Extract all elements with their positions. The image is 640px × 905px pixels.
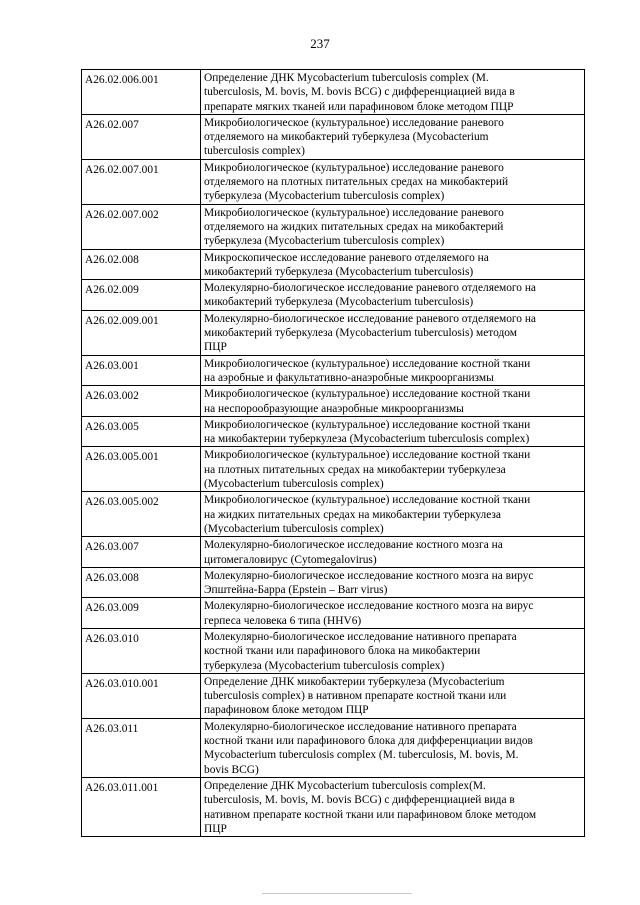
table-row [82, 777, 585, 836]
service-code-cell: A26.03.002 [82, 386, 201, 417]
scan-artifact-line [262, 893, 412, 894]
description-line: микобактерий туберкулеза (Mycobacterium tuberculosis) методом [204, 327, 517, 340]
service-description-cell [201, 70, 585, 115]
service-code-cell: A26.03.007 [82, 537, 201, 568]
description-line: Микроскопическое исследование раневого отделяемого на [204, 251, 489, 264]
description-line: Микробиологическое (культуральное) исследование костной ткани [204, 418, 531, 431]
table-row [82, 567, 585, 598]
service-description-cell [201, 537, 585, 568]
description-line: Молекулярно-биологическое исследование костного мозга на [204, 539, 503, 552]
service-code-cell: A26.03.009 [82, 598, 201, 629]
service-description-cell [201, 416, 585, 447]
service-code-cell: A26.02.009.001 [82, 310, 201, 355]
description-line: Эпштейна-Барра (Epstein – Barr virus) [204, 584, 388, 597]
service-description-cell [201, 673, 585, 718]
table-row [82, 447, 585, 492]
description-line: tuberculosis, M. bovis, M. bovis BCG) с дифференциацией вида в [204, 86, 515, 99]
service-code-cell: A26.02.007.002 [82, 204, 201, 249]
table-row [82, 416, 585, 447]
service-code-cell: A26.03.005.001 [82, 447, 201, 492]
table-row [82, 114, 585, 159]
service-code-cell: A26.02.007 [82, 114, 201, 159]
service-description-cell [201, 447, 585, 492]
description-line: парафиновом блоке методом ПЦР [204, 704, 369, 717]
description-line: Микробиологическое (культуральное) исследование раневого [204, 116, 504, 129]
service-description-cell [201, 718, 585, 777]
description-line: отделяемого на микобактерий туберкулеза (Mycobacterium [204, 131, 489, 144]
description-line: нативном препарате костной ткани или парафиновом блоке методом [204, 808, 537, 821]
table-row [82, 280, 585, 311]
service-description-cell [201, 249, 585, 280]
description-line: tuberculosis, M. bovis, M. bovis BCG) с дифференциацией вида в [204, 794, 515, 807]
description-line: Mycobacterium tuberculosis complex (M. tuberculosis, M. bovis, M. [204, 749, 519, 762]
description-line: Микробиологическое (культуральное) исследование костной ткани [204, 388, 531, 401]
description-line: туберкулеза (Mycobacterium tuberculosis complex) [204, 190, 445, 203]
description-line: отделяемого на жидких питательных средах на микобактерий [204, 220, 504, 233]
description-line: tuberculosis complex) в нативном препарате костной ткани или [204, 690, 507, 703]
description-line: герпеса человека 6 типа (HHV6) [204, 614, 362, 627]
table-row [82, 70, 585, 115]
table-row [82, 537, 585, 568]
table-row [82, 204, 585, 249]
service-description-cell [201, 492, 585, 537]
description-line: bovis BCG) [204, 763, 259, 776]
description-line: на плотных питательных средах на микобактерии туберкулеза [204, 463, 506, 476]
description-line: Молекулярно-биологическое исследование нативного препарата [204, 630, 517, 643]
description-line: Молекулярно-биологическое исследование костного мозга на вирус [204, 600, 534, 613]
page-number: 237 [310, 36, 330, 51]
table-row [82, 310, 585, 355]
description-line: микобактерий туберкулеза (Mycobacterium tuberculosis) [204, 265, 474, 278]
service-code-cell: A26.03.010.001 [82, 673, 201, 718]
description-line: Молекулярно-биологическое исследование костного мозга на вирус [204, 569, 534, 582]
description-line: Микробиологическое (культуральное) исследование костной ткани [204, 494, 531, 507]
description-line: Молекулярно-биологическое исследование раневого отделяемого на [204, 282, 536, 295]
description-line: Определение ДНК микобактерии туберкулеза (Mycobacterium [204, 675, 505, 688]
description-line: микобактерий туберкулеза (Mycobacterium tuberculosis) [204, 296, 474, 309]
description-line: (Mycobacterium tuberculosis complex) [204, 522, 384, 535]
table-row [82, 628, 585, 673]
service-description-cell [201, 777, 585, 836]
service-code-cell: A26.03.005.002 [82, 492, 201, 537]
service-description-cell [201, 386, 585, 417]
description-line: Микробиологическое (культуральное) исследование костной ткани [204, 449, 531, 462]
table-row [82, 492, 585, 537]
service-code-cell: A26.03.005 [82, 416, 201, 447]
description-line: на жидких питательных средах на микобактерии туберкулеза [204, 508, 501, 521]
table-row [82, 159, 585, 204]
service-code-cell: A26.03.001 [82, 355, 201, 386]
service-description-cell [201, 628, 585, 673]
service-code-cell: A26.03.010 [82, 628, 201, 673]
description-line: Определение ДНК Mycobacterium tuberculosis complex(M. [204, 779, 486, 792]
table-row [82, 386, 585, 417]
table-row [82, 249, 585, 280]
description-line: ПЦР [204, 341, 227, 354]
description-line: Молекулярно-биологическое исследование нативного препарата [204, 720, 517, 733]
service-description-cell [201, 310, 585, 355]
table-row [82, 598, 585, 629]
table-row [82, 355, 585, 386]
description-line: (Mycobacterium tuberculosis complex) [204, 478, 384, 491]
description-line: ПЦР [204, 822, 227, 835]
table-row [82, 718, 585, 777]
service-description-cell [201, 598, 585, 629]
description-line: отделяемого на плотных питательных средах на микобактерий [204, 176, 509, 189]
service-code-cell: A26.02.009 [82, 280, 201, 311]
table-body [82, 70, 585, 837]
description-line: Микробиологическое (культуральное) исследование костной ткани [204, 357, 531, 370]
description-line: tuberculosis complex) [204, 145, 305, 158]
service-description-cell [201, 159, 585, 204]
description-line: на неспорообразующие анаэробные микроорганизмы [204, 402, 464, 415]
service-description-cell [201, 204, 585, 249]
description-line: туберкулеза (Mycobacterium tuberculosis complex) [204, 235, 445, 248]
service-description-cell [201, 280, 585, 311]
service-code-cell: A26.02.008 [82, 249, 201, 280]
service-code-cell: A26.03.008 [82, 567, 201, 598]
service-code-cell: A26.02.007.001 [82, 159, 201, 204]
description-line: на микобактерии туберкулеза (Mycobacterium tuberculosis complex) [204, 433, 530, 446]
description-line: препарате мягких тканей или парафиновом блоке методом ПЦР [204, 100, 514, 113]
description-line: туберкулеза (Mycobacterium tuberculosis complex) [204, 659, 445, 672]
service-description-cell [201, 355, 585, 386]
description-line: на аэробные и факультативно-анаэробные микроорганизмы [204, 371, 494, 384]
description-line: Определение ДНК Mycobacterium tuberculosis complex (M. [204, 72, 489, 84]
description-line: Молекулярно-биологическое исследование раневого отделяемого на [204, 312, 536, 325]
description-line: костной ткани или парафинового блока для дифференциации видов [204, 735, 533, 748]
service-code-cell: A26.02.006.001 [82, 70, 201, 115]
description-line: костной ткани или парафинового блока на микобактерии [204, 645, 481, 658]
description-line: Микробиологическое (культуральное) исследование раневого [204, 161, 504, 174]
service-code-cell: A26.03.011.001 [82, 777, 201, 836]
service-description-cell [201, 114, 585, 159]
service-code-table [81, 69, 585, 837]
service-description-cell [201, 567, 585, 598]
table-row [82, 673, 585, 718]
description-line: цитомегаловирус (Cytomegalovirus) [204, 553, 377, 566]
description-line: Микробиологическое (культуральное) исследование раневого [204, 206, 504, 219]
service-code-cell: A26.03.011 [82, 718, 201, 777]
